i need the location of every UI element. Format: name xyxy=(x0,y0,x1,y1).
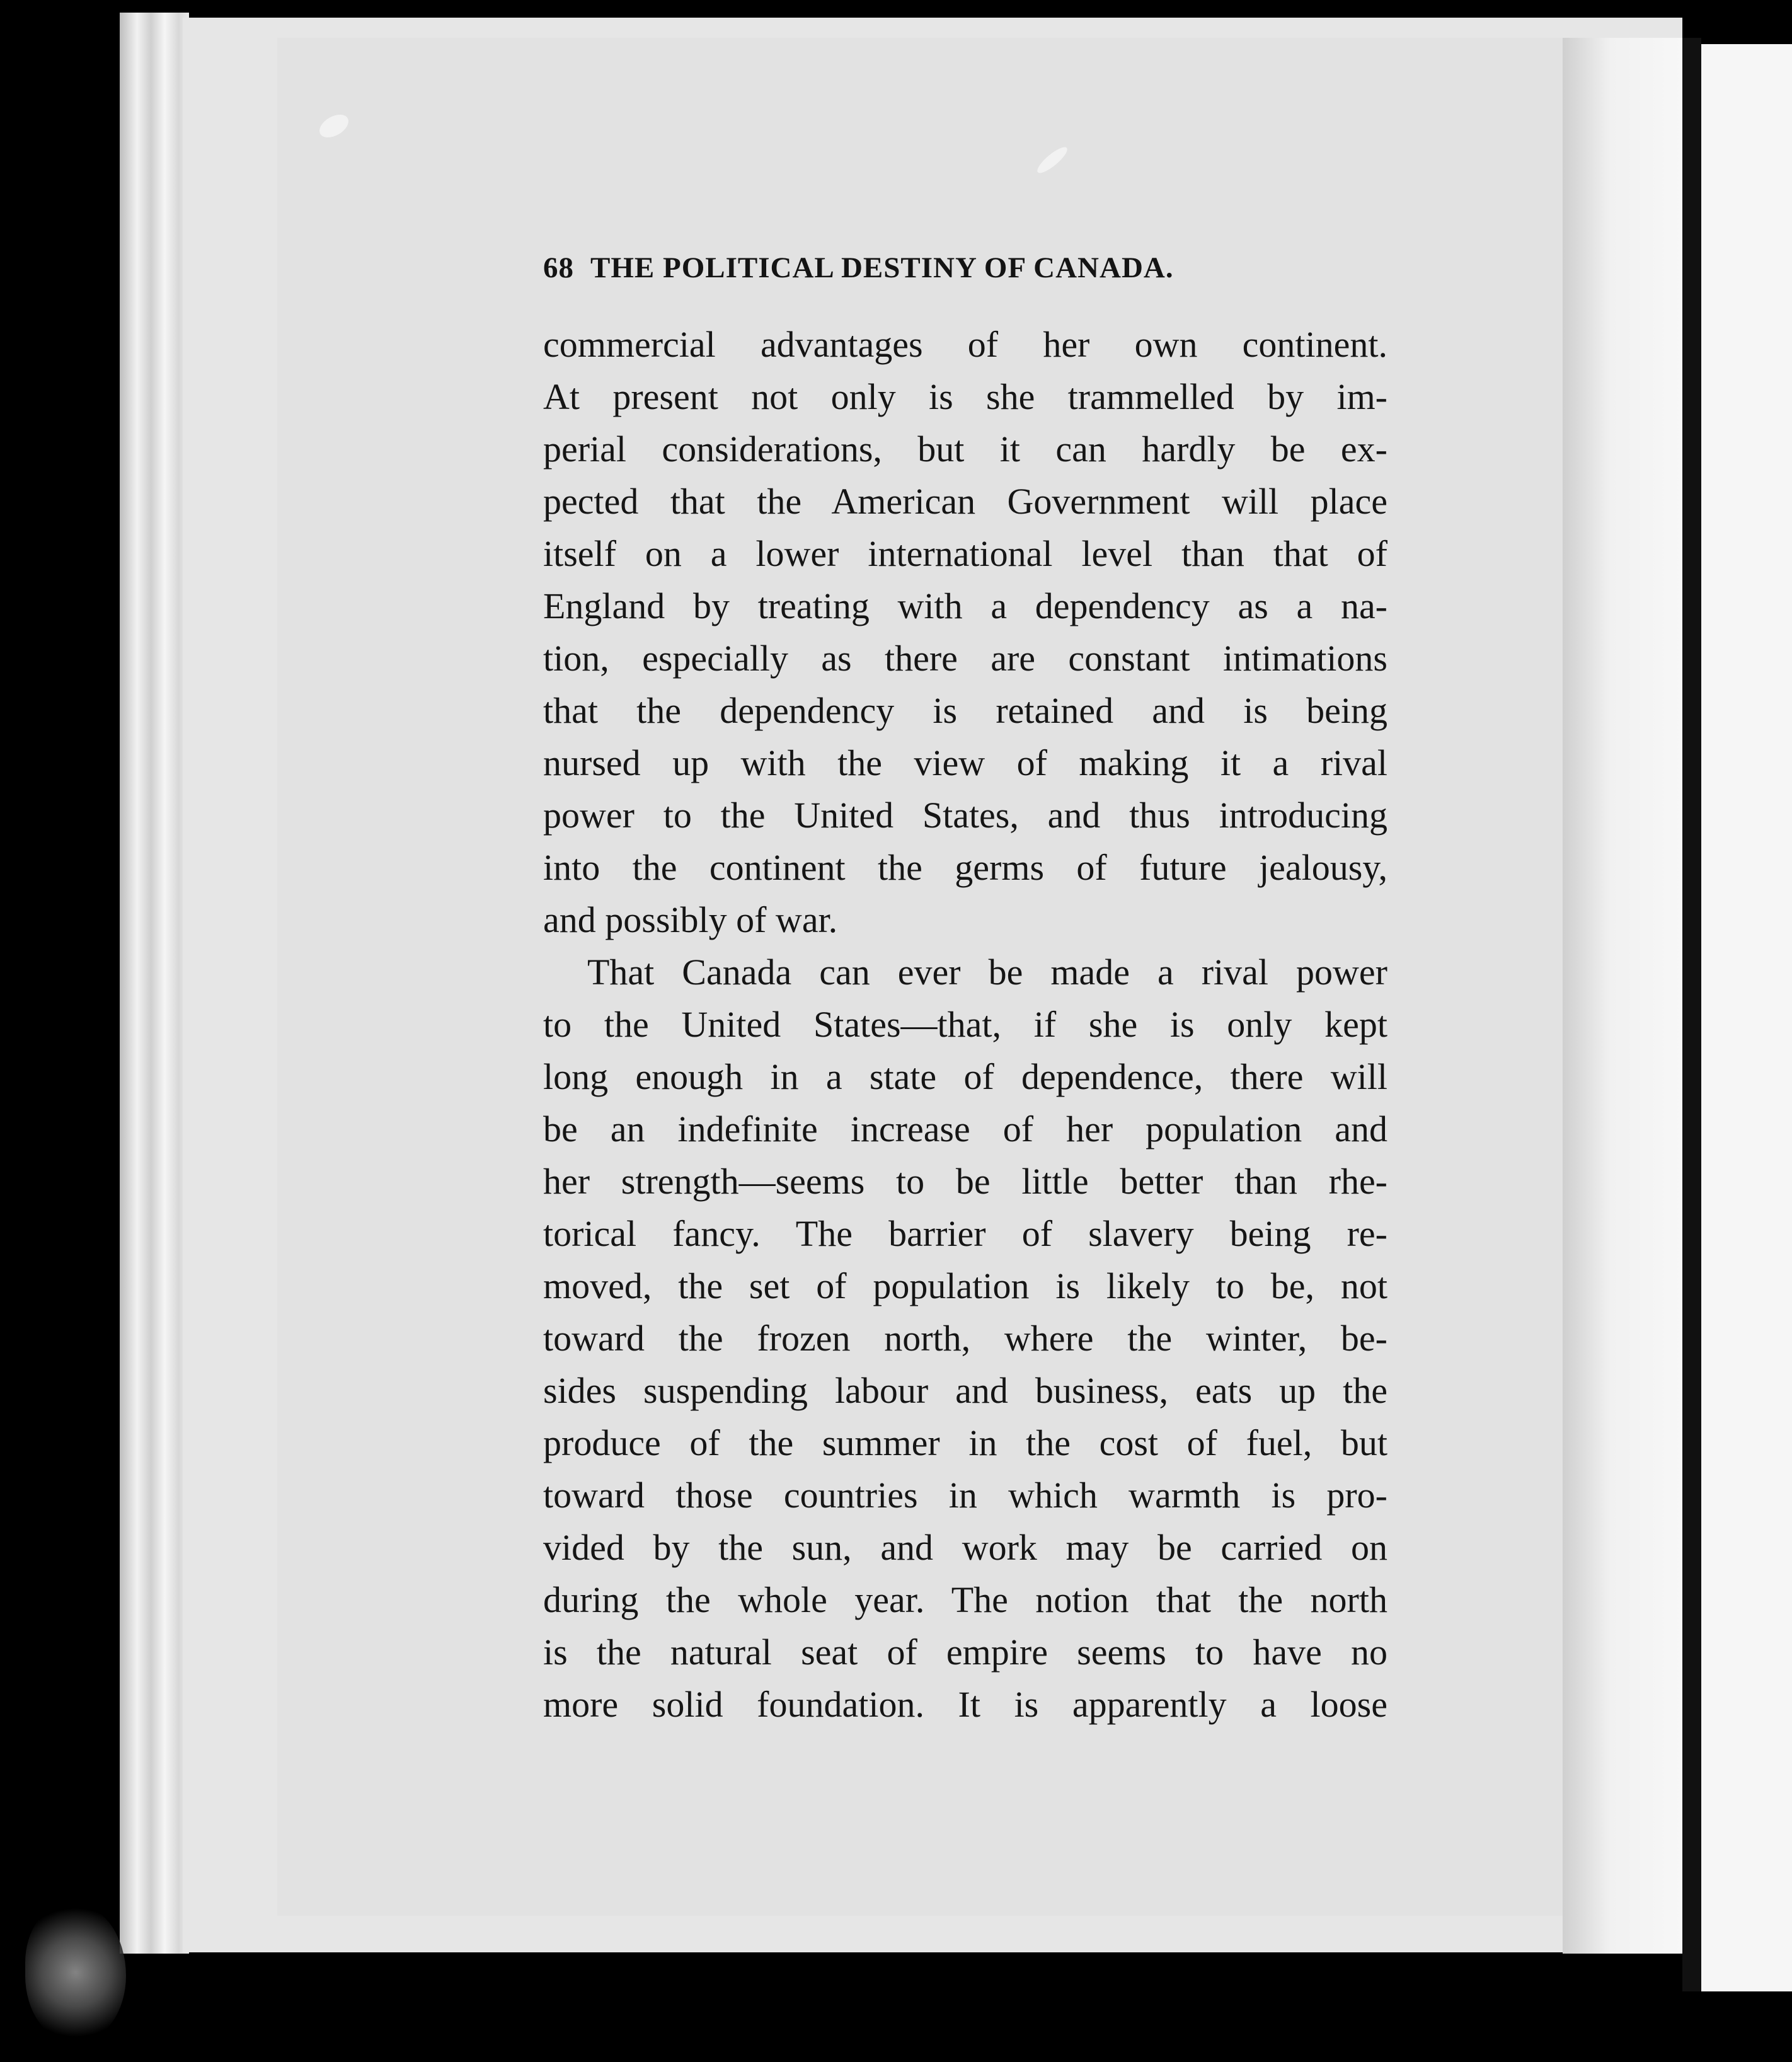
text-line: toward the frozen north, where the winter, be- xyxy=(543,1318,1387,1359)
text-line: tion, especially as there are constant intimations xyxy=(543,638,1387,679)
corner-stain xyxy=(25,1903,126,2042)
paragraph xyxy=(543,946,1387,1731)
text-line: perial considerations, but it can hardly be ex- xyxy=(543,429,1387,469)
text-line: more solid foundation. It is apparently a loose xyxy=(543,1684,1387,1725)
text-line: moved, the set of population is likely to be, not xyxy=(543,1265,1387,1306)
text-line: commercial advantages of her own continent. xyxy=(543,324,1387,365)
text-line: That Canada can ever be made a rival power xyxy=(587,952,1387,993)
facing-page-edge xyxy=(1701,44,1792,2004)
text-line: into the continent the germs of future jealousy, xyxy=(543,847,1387,888)
body-text xyxy=(543,318,1387,1731)
text-line: itself on a lower international level than that of xyxy=(543,533,1387,574)
text-line: pected that the American Government will place xyxy=(543,481,1387,522)
text-line: to the United States—that, if she is only kept xyxy=(543,1004,1387,1045)
text-line: during the whole year. The notion that the north xyxy=(543,1579,1387,1620)
text-line: torical fancy. The barrier of slavery being re- xyxy=(543,1213,1387,1254)
bottom-scan-border xyxy=(0,1991,1792,2062)
running-head-title: THE POLITICAL DESTINY OF CANADA. xyxy=(590,251,1174,284)
text-line: her strength—seems to be little better than rhe- xyxy=(543,1161,1387,1202)
paragraph xyxy=(543,318,1387,946)
text-line: sides suspending labour and business, eats up the xyxy=(543,1370,1387,1411)
text-line: toward those countries in which warmth is pro- xyxy=(543,1475,1387,1516)
text-line: be an indefinite increase of her population and xyxy=(543,1109,1387,1149)
text-line: is the natural seat of empire seems to have no xyxy=(543,1632,1387,1673)
text-line: power to the United States, and thus introducing xyxy=(543,795,1387,836)
text-line: England by treating with a dependency as a na- xyxy=(543,585,1387,626)
page-edge-stack xyxy=(120,13,189,1954)
text-line: nursed up with the view of making it a rival xyxy=(543,742,1387,783)
text-line: vided by the sun, and work may be carried on xyxy=(543,1527,1387,1568)
text-line: At present not only is she trammelled by im- xyxy=(543,376,1387,417)
running-head xyxy=(543,251,1337,285)
text-line: that the dependency is retained and is being xyxy=(543,690,1387,731)
gutter-shadow xyxy=(1682,38,1701,2010)
text-line: produce of the summer in the cost of fuel, but xyxy=(543,1422,1387,1463)
text-line: and possibly of war. xyxy=(543,899,838,940)
page-number: 68 xyxy=(543,251,574,284)
text-line: long enough in a state of dependence, there will xyxy=(543,1056,1387,1097)
page-fore-edge xyxy=(1563,38,1682,1954)
